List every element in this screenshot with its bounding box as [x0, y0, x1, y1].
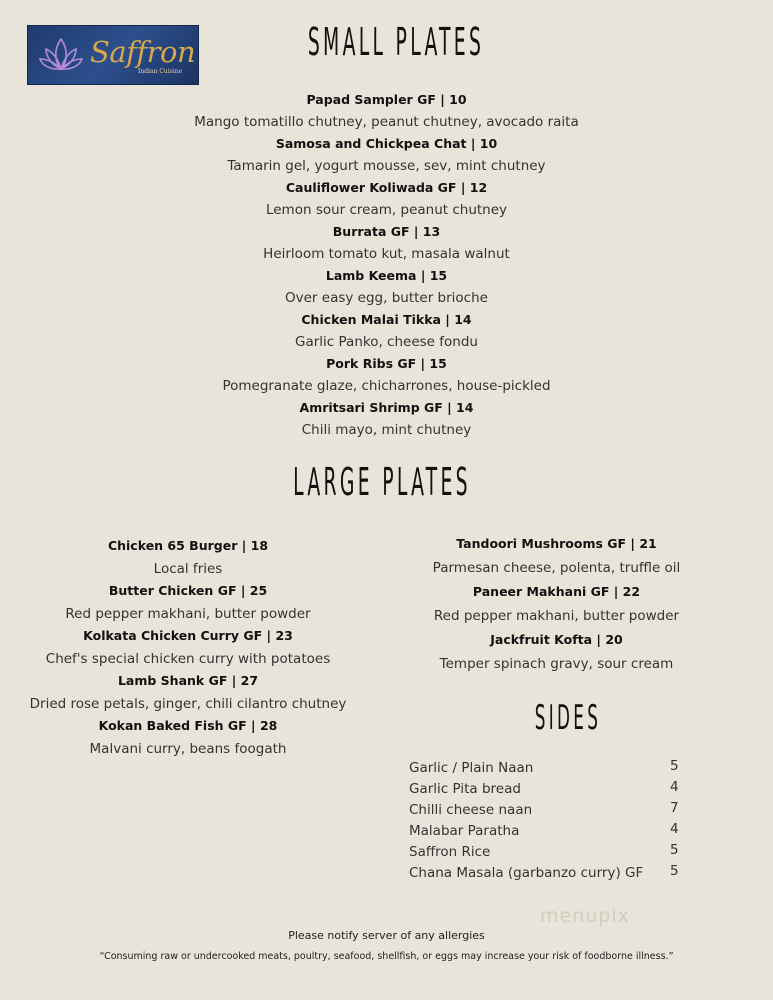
menu-item	[400, 628, 713, 676]
menu-item	[0, 397, 773, 441]
item-name: Kokan Baked Fish GF | 28	[98, 718, 278, 733]
menu-item	[0, 625, 376, 670]
sides-list	[409, 758, 684, 884]
logo-brand: Saffron	[90, 35, 196, 69]
small-plates-heading: SMALL PLATES	[307, 20, 485, 64]
item-name: Cauliflower Koliwada GF | 12	[285, 180, 488, 195]
item-name: Jackfruit Kofta | 20	[490, 632, 623, 647]
item-description: Local fries	[153, 560, 223, 577]
saffron-logo	[27, 25, 199, 85]
item-description: Heirloom tomato kut, masala walnut	[263, 246, 510, 262]
menu-item	[0, 221, 773, 265]
side-item	[409, 779, 684, 800]
menu-item	[0, 580, 376, 625]
item-description: Garlic Panko, cheese fondu	[295, 334, 478, 350]
item-description: Parmesan cheese, polenta, truffle oil	[432, 560, 681, 576]
side-item	[409, 821, 684, 842]
menu-item	[0, 353, 773, 397]
logo-subtitle: Indian Cuisine	[138, 68, 183, 75]
side-price: 5	[670, 863, 679, 879]
small-plates-list	[0, 89, 773, 441]
item-description: Red pepper makhani, butter powder	[65, 605, 311, 622]
lotus-icon	[38, 35, 84, 77]
item-description: Temper spinach gravy, sour cream	[439, 656, 674, 672]
item-name: Paneer Makhani GF | 22	[472, 584, 641, 599]
item-description: Malvani curry, beans foogath	[89, 740, 287, 757]
item-description: Chili mayo, mint chutney	[301, 422, 472, 438]
menu-item	[0, 89, 773, 133]
side-item	[409, 800, 684, 821]
menu-item	[400, 532, 713, 580]
side-item	[409, 842, 684, 863]
item-description: Chef's special chicken curry with potatoes	[45, 650, 331, 667]
side-name: Saffron Rice	[409, 844, 491, 860]
item-description: Dried rose petals, ginger, chili cilantro chutney	[29, 695, 347, 712]
menu-item	[0, 535, 376, 580]
side-price: 7	[670, 800, 679, 816]
food-safety-warning: “Consuming raw or undercooked meats, poultry, seafood, shellfish, or eggs may increase your risk of foodborne illness.”	[99, 951, 674, 962]
item-name: Chicken Malai Tikka | 14	[301, 312, 472, 327]
side-name: Chana Masala (garbanzo curry) GF	[409, 865, 644, 881]
menu-item	[0, 715, 376, 760]
menu-item	[0, 265, 773, 309]
side-price: 4	[670, 821, 679, 837]
side-name: Malabar Paratha	[409, 823, 520, 839]
side-item	[409, 863, 684, 884]
item-name: Amritsari Shrimp GF | 14	[299, 400, 474, 415]
side-name: Chilli cheese naan	[409, 802, 533, 818]
sides-heading: SIDES	[534, 698, 602, 738]
side-price: 4	[670, 779, 679, 795]
item-description: Mango tomatillo chutney, peanut chutney, avocado raita	[194, 114, 579, 130]
item-description: Tamarin gel, yogurt mousse, sev, mint chutney	[227, 158, 546, 174]
menu-item	[0, 309, 773, 353]
item-name: Pork Ribs GF | 15	[326, 356, 447, 371]
item-name: Samosa and Chickpea Chat | 10	[275, 136, 498, 151]
item-name: Tandoori Mushrooms GF | 21	[456, 536, 657, 551]
item-name: Lamb Shank GF | 27	[117, 673, 259, 688]
side-item	[409, 758, 684, 779]
item-description: Over easy egg, butter brioche	[285, 290, 488, 306]
menu-item	[0, 670, 376, 715]
menupix-watermark: menupix	[540, 905, 630, 927]
item-description: Red pepper makhani, butter powder	[433, 608, 680, 624]
item-name: Chicken 65 Burger | 18	[107, 538, 269, 553]
item-name: Butter Chicken GF | 25	[108, 583, 268, 598]
large-plates-right-column	[400, 532, 713, 676]
side-price: 5	[670, 758, 679, 774]
item-name: Kolkata Chicken Curry GF | 23	[83, 628, 293, 643]
item-description: Lemon sour cream, peanut chutney	[265, 202, 508, 218]
item-name: Papad Sampler GF | 10	[306, 92, 467, 107]
menu-item	[0, 177, 773, 221]
side-name: Garlic Pita bread	[409, 781, 521, 797]
allergy-note: Please notify server of any allergies	[288, 929, 485, 942]
item-name: Burrata GF | 13	[332, 224, 441, 239]
side-price: 5	[670, 842, 679, 858]
menu-item	[0, 133, 773, 177]
large-plates-heading: LARGE PLATES	[293, 460, 471, 504]
menu-item	[400, 580, 713, 628]
item-description: Pomegranate glaze, chicharrones, house-pickled	[222, 378, 551, 394]
side-name: Garlic / Plain Naan	[409, 760, 534, 776]
large-plates-left-column	[0, 535, 376, 760]
item-name: Lamb Keema | 15	[325, 268, 448, 283]
